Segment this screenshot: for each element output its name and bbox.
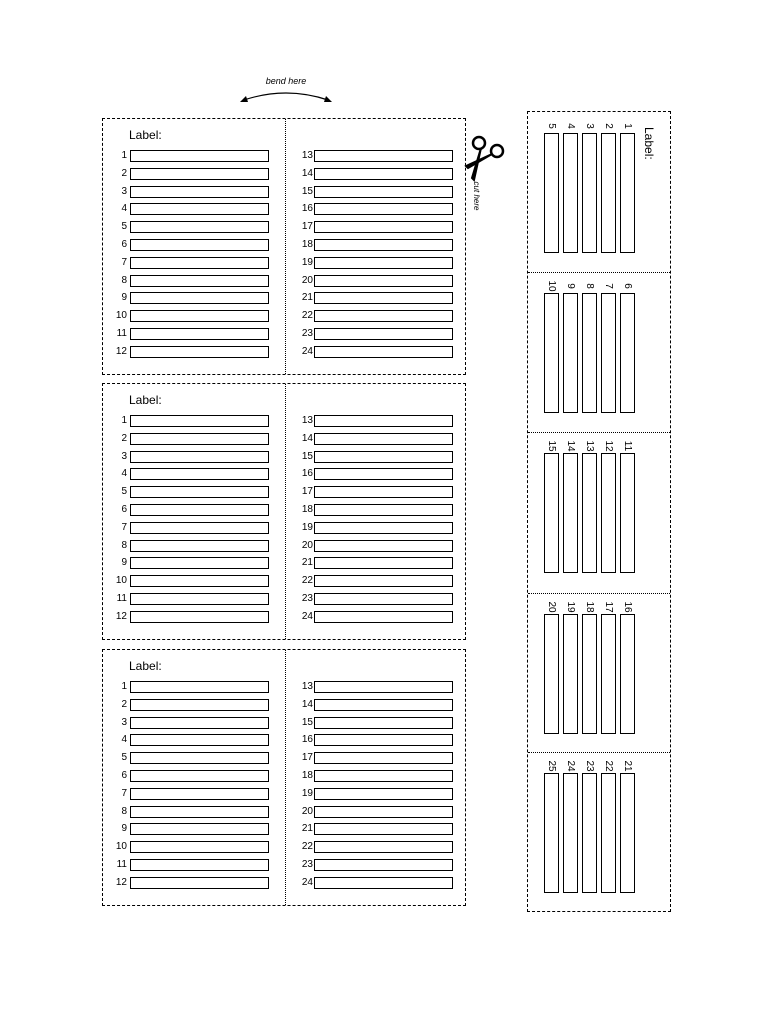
question-number: 20 xyxy=(301,539,313,551)
question-number: 21 xyxy=(301,557,313,569)
answer-row xyxy=(103,859,283,871)
answer-row xyxy=(287,841,467,853)
answer-box[interactable] xyxy=(314,257,453,269)
answer-row xyxy=(103,310,283,322)
strip-answer-slot[interactable] xyxy=(563,773,578,893)
answer-row xyxy=(287,522,467,534)
strip-number: 16 xyxy=(622,601,633,613)
answer-box[interactable] xyxy=(130,681,269,693)
answer-row xyxy=(103,415,283,427)
answer-box[interactable] xyxy=(314,734,453,746)
answer-row xyxy=(287,468,467,480)
answer-box[interactable] xyxy=(314,346,453,358)
answer-row xyxy=(103,823,283,835)
answer-row xyxy=(103,806,283,818)
answer-row xyxy=(103,468,283,480)
answer-row xyxy=(103,186,283,198)
answer-row xyxy=(287,221,467,233)
question-number: 1 xyxy=(121,415,127,426)
question-number: 6 xyxy=(121,770,127,781)
question-number: 5 xyxy=(121,221,127,233)
strip-number: 4 xyxy=(565,123,576,129)
answer-box[interactable] xyxy=(130,221,269,233)
answer-row xyxy=(103,540,283,552)
answer-box[interactable] xyxy=(130,859,269,871)
answer-box[interactable] xyxy=(314,540,453,552)
answer-row xyxy=(287,575,467,587)
strip-answer-slot[interactable] xyxy=(563,133,578,253)
question-number: 16 xyxy=(301,203,313,215)
answer-row xyxy=(103,841,283,853)
question-number: 2 xyxy=(121,167,127,179)
strip-answer-slot[interactable] xyxy=(620,453,635,573)
answer-box[interactable] xyxy=(314,328,453,340)
question-number: 19 xyxy=(301,256,313,268)
question-number: 17 xyxy=(301,486,313,498)
strip-answer-slot[interactable] xyxy=(563,453,578,573)
strip-answer-slot[interactable] xyxy=(601,614,616,734)
question-number: 1 xyxy=(121,681,127,692)
strip-number: 6 xyxy=(622,283,633,289)
strip-number: 5 xyxy=(546,123,557,129)
question-number: 5 xyxy=(121,752,127,764)
answer-row xyxy=(103,150,283,162)
strip-divider xyxy=(528,752,670,753)
answer-row xyxy=(287,186,467,198)
answer-box[interactable] xyxy=(314,611,453,623)
question-number: 21 xyxy=(301,823,313,835)
answer-row xyxy=(287,611,467,623)
answer-box[interactable] xyxy=(314,168,453,180)
answer-box[interactable] xyxy=(130,522,269,534)
answer-box[interactable] xyxy=(314,239,453,251)
answer-box[interactable] xyxy=(314,522,453,534)
answer-box[interactable] xyxy=(130,699,269,711)
answer-row xyxy=(103,328,283,340)
answer-row xyxy=(287,203,467,215)
strip-number: 12 xyxy=(603,440,614,452)
fold-line xyxy=(285,384,286,639)
question-number: 23 xyxy=(301,328,313,339)
question-number: 13 xyxy=(301,150,313,161)
question-number: 10 xyxy=(115,310,127,322)
answer-row xyxy=(287,433,467,445)
question-number: 9 xyxy=(121,557,127,569)
answer-box[interactable] xyxy=(314,451,453,463)
question-number: 12 xyxy=(115,345,127,357)
question-number: 14 xyxy=(301,698,313,710)
answer-row xyxy=(287,292,467,304)
question-number: 1 xyxy=(121,150,127,161)
strip-divider xyxy=(528,272,670,273)
strip-answer-slot[interactable] xyxy=(620,293,635,413)
question-number: 14 xyxy=(301,167,313,179)
strip-answer-slot[interactable] xyxy=(582,453,597,573)
answer-card xyxy=(102,649,466,906)
answer-row xyxy=(287,770,467,782)
strip-number: 7 xyxy=(603,283,614,289)
question-number: 18 xyxy=(301,504,313,515)
answer-box[interactable] xyxy=(130,788,269,800)
question-number: 2 xyxy=(121,698,127,710)
question-number: 21 xyxy=(301,292,313,304)
answer-box[interactable] xyxy=(314,752,453,764)
answer-row xyxy=(287,752,467,764)
answer-row xyxy=(103,451,283,463)
answer-box[interactable] xyxy=(314,575,453,587)
question-number: 13 xyxy=(301,681,313,692)
answer-box[interactable] xyxy=(314,275,453,287)
question-number: 3 xyxy=(121,450,127,462)
question-number: 16 xyxy=(301,734,313,746)
strip-answer-slot[interactable] xyxy=(582,773,597,893)
answer-box[interactable] xyxy=(314,557,453,569)
question-number: 24 xyxy=(301,876,313,888)
question-number: 19 xyxy=(301,521,313,533)
answer-row xyxy=(287,699,467,711)
question-number: 6 xyxy=(121,239,127,250)
answer-box[interactable] xyxy=(130,806,269,818)
question-number: 19 xyxy=(301,787,313,799)
answer-box[interactable] xyxy=(314,806,453,818)
answer-row xyxy=(287,346,467,358)
question-number: 10 xyxy=(115,575,127,587)
answer-row xyxy=(287,859,467,871)
strip-answer-slot[interactable] xyxy=(601,453,616,573)
question-number: 7 xyxy=(121,256,127,268)
answer-row xyxy=(287,540,467,552)
double-arrow-icon xyxy=(236,86,336,108)
answer-box[interactable] xyxy=(130,752,269,764)
answer-row xyxy=(103,221,283,233)
answer-box[interactable] xyxy=(130,468,269,480)
answer-box[interactable] xyxy=(314,203,453,215)
answer-box[interactable] xyxy=(130,734,269,746)
answer-row xyxy=(287,328,467,340)
answer-row xyxy=(287,681,467,693)
scissors-icon xyxy=(462,134,508,184)
strip-answer-slot[interactable] xyxy=(544,773,559,893)
question-number: 11 xyxy=(116,859,127,870)
question-number: 11 xyxy=(116,328,127,339)
strip-answer-slot[interactable] xyxy=(563,614,578,734)
strip-number: 9 xyxy=(565,283,576,289)
answer-row xyxy=(287,734,467,746)
answer-row xyxy=(287,168,467,180)
answer-card xyxy=(102,118,466,375)
strip-answer-slot[interactable] xyxy=(601,293,616,413)
answer-row xyxy=(103,770,283,782)
question-number: 12 xyxy=(115,876,127,888)
answer-row xyxy=(103,275,283,287)
question-number: 2 xyxy=(121,432,127,444)
strip-number: 24 xyxy=(565,760,576,772)
answer-box[interactable] xyxy=(314,150,453,162)
answer-box[interactable] xyxy=(314,186,453,198)
answer-box[interactable] xyxy=(314,504,453,516)
question-number: 9 xyxy=(121,292,127,304)
question-number: 17 xyxy=(301,221,313,233)
answer-box[interactable] xyxy=(314,415,453,427)
fold-line xyxy=(285,119,286,374)
bend-here-text: bend here xyxy=(265,76,307,86)
question-number: 4 xyxy=(121,734,127,746)
bend-here-indicator xyxy=(236,76,336,108)
answer-box[interactable] xyxy=(314,593,453,605)
strip-answer-slot[interactable] xyxy=(582,614,597,734)
question-number: 18 xyxy=(301,770,313,781)
strip-divider xyxy=(528,593,670,594)
answer-box[interactable] xyxy=(314,310,453,322)
answer-row xyxy=(103,575,283,587)
answer-row xyxy=(103,292,283,304)
answer-row xyxy=(103,593,283,605)
answer-box[interactable] xyxy=(130,310,269,322)
answer-box[interactable] xyxy=(314,433,453,445)
fold-line xyxy=(285,650,286,905)
answer-box[interactable] xyxy=(130,540,269,552)
answer-box[interactable] xyxy=(130,451,269,463)
answer-box[interactable] xyxy=(314,859,453,871)
strip-number: 11 xyxy=(622,440,633,452)
answer-box[interactable] xyxy=(130,770,269,782)
question-number: 10 xyxy=(115,841,127,853)
answer-box[interactable] xyxy=(130,823,269,835)
answer-row xyxy=(287,150,467,162)
answer-row xyxy=(287,877,467,889)
strip-number: 19 xyxy=(565,601,576,613)
answer-row xyxy=(287,593,467,605)
answer-row xyxy=(103,788,283,800)
answer-row xyxy=(287,717,467,729)
answer-row xyxy=(287,415,467,427)
question-number: 17 xyxy=(301,752,313,764)
answer-card xyxy=(102,383,466,640)
strip-answer-slot[interactable] xyxy=(582,133,597,253)
answer-row xyxy=(287,275,467,287)
strip-number: 14 xyxy=(565,440,576,452)
answer-row xyxy=(287,257,467,269)
answer-box[interactable] xyxy=(314,717,453,729)
question-number: 3 xyxy=(121,185,127,197)
answer-row xyxy=(103,486,283,498)
strip-number: 22 xyxy=(603,760,614,772)
answer-row xyxy=(103,257,283,269)
answer-row xyxy=(287,504,467,516)
question-number: 4 xyxy=(121,203,127,215)
answer-box[interactable] xyxy=(314,841,453,853)
strip-answer-slot[interactable] xyxy=(582,293,597,413)
answer-box[interactable] xyxy=(130,292,269,304)
answer-row xyxy=(103,239,283,251)
answer-box[interactable] xyxy=(130,415,269,427)
strip-answer-slot[interactable] xyxy=(544,453,559,573)
answer-box[interactable] xyxy=(314,770,453,782)
answer-box[interactable] xyxy=(130,504,269,516)
answer-row xyxy=(103,504,283,516)
answer-row xyxy=(103,752,283,764)
answer-box[interactable] xyxy=(130,346,269,358)
strip-number: 15 xyxy=(546,440,557,452)
strip-number: 17 xyxy=(603,601,614,613)
question-number: 5 xyxy=(121,486,127,498)
answer-box[interactable] xyxy=(314,877,453,889)
answer-row xyxy=(103,522,283,534)
answer-box[interactable] xyxy=(130,328,269,340)
strip-answer-slot[interactable] xyxy=(620,614,635,734)
strip-number: 1 xyxy=(622,123,633,129)
question-number: 8 xyxy=(121,274,127,286)
question-number: 20 xyxy=(301,805,313,817)
answer-box[interactable] xyxy=(130,203,269,215)
question-number: 18 xyxy=(301,239,313,250)
question-number: 22 xyxy=(301,841,313,853)
answer-row xyxy=(287,451,467,463)
strip-number: 25 xyxy=(546,760,557,772)
cut-here-text: cut here xyxy=(472,181,481,211)
strip-label: Label: xyxy=(642,127,656,160)
answer-box[interactable] xyxy=(130,186,269,198)
answer-box[interactable] xyxy=(314,681,453,693)
question-number: 22 xyxy=(301,575,313,587)
question-number: 6 xyxy=(121,504,127,515)
answer-box[interactable] xyxy=(130,611,269,623)
answer-row xyxy=(103,168,283,180)
question-number: 4 xyxy=(121,468,127,480)
question-number: 20 xyxy=(301,274,313,286)
question-number: 14 xyxy=(301,432,313,444)
answer-box[interactable] xyxy=(130,593,269,605)
answer-box[interactable] xyxy=(314,699,453,711)
strip-number: 10 xyxy=(546,280,557,292)
question-number: 13 xyxy=(301,415,313,426)
answer-box[interactable] xyxy=(130,239,269,251)
answer-box[interactable] xyxy=(314,468,453,480)
answer-box[interactable] xyxy=(130,717,269,729)
card-label: Label: xyxy=(129,393,162,407)
answer-box[interactable] xyxy=(130,168,269,180)
answer-box[interactable] xyxy=(130,257,269,269)
question-number: 15 xyxy=(301,450,313,462)
answer-row xyxy=(103,734,283,746)
question-number: 22 xyxy=(301,310,313,322)
card-label: Label: xyxy=(129,128,162,142)
strip-number: 18 xyxy=(584,601,595,613)
answer-box[interactable] xyxy=(314,292,453,304)
strip-divider xyxy=(528,432,670,433)
strip-number: 13 xyxy=(584,440,595,452)
strip-number: 23 xyxy=(584,760,595,772)
answer-row xyxy=(287,239,467,251)
answer-row xyxy=(287,557,467,569)
answer-box[interactable] xyxy=(314,823,453,835)
question-number: 9 xyxy=(121,823,127,835)
answer-box[interactable] xyxy=(130,575,269,587)
answer-box[interactable] xyxy=(314,221,453,233)
question-number: 11 xyxy=(116,593,127,604)
strip-number: 21 xyxy=(622,760,633,772)
answer-row xyxy=(103,699,283,711)
answer-row xyxy=(287,486,467,498)
answer-box[interactable] xyxy=(130,486,269,498)
strip-answer-slot[interactable] xyxy=(620,773,635,893)
question-number: 8 xyxy=(121,539,127,551)
answer-row xyxy=(103,557,283,569)
strip-answer-slot[interactable] xyxy=(620,133,635,253)
answer-row xyxy=(103,717,283,729)
answer-row xyxy=(103,346,283,358)
answer-box[interactable] xyxy=(314,788,453,800)
answer-box[interactable] xyxy=(130,150,269,162)
question-number: 7 xyxy=(121,787,127,799)
strip-answer-slot[interactable] xyxy=(601,773,616,893)
strip-number: 3 xyxy=(584,123,595,129)
question-number: 24 xyxy=(301,345,313,357)
question-number: 15 xyxy=(301,185,313,197)
question-number: 3 xyxy=(121,716,127,728)
card-label: Label: xyxy=(129,659,162,673)
strip-answer-slot[interactable] xyxy=(563,293,578,413)
answer-row xyxy=(103,433,283,445)
question-number: 12 xyxy=(115,610,127,622)
question-number: 16 xyxy=(301,468,313,480)
answer-row xyxy=(103,681,283,693)
strip-number: 20 xyxy=(546,601,557,613)
answer-box[interactable] xyxy=(130,557,269,569)
question-number: 24 xyxy=(301,610,313,622)
question-number: 23 xyxy=(301,859,313,870)
answer-row xyxy=(287,788,467,800)
answer-row xyxy=(103,877,283,889)
answer-row xyxy=(103,611,283,623)
question-number: 15 xyxy=(301,716,313,728)
strip-answer-slot[interactable] xyxy=(601,133,616,253)
strip-number: 8 xyxy=(584,283,595,289)
question-number: 7 xyxy=(121,521,127,533)
strip-number: 2 xyxy=(603,123,614,129)
strip-answer-slot[interactable] xyxy=(544,293,559,413)
answer-box[interactable] xyxy=(130,433,269,445)
answer-box[interactable] xyxy=(130,275,269,287)
strip-answer-slot[interactable] xyxy=(544,614,559,734)
answer-row xyxy=(103,203,283,215)
answer-box[interactable] xyxy=(314,486,453,498)
question-number: 23 xyxy=(301,593,313,604)
question-number: 8 xyxy=(121,805,127,817)
answer-row xyxy=(287,310,467,322)
answer-box[interactable] xyxy=(130,877,269,889)
answer-row xyxy=(287,823,467,835)
answer-row xyxy=(287,806,467,818)
strip-answer-slot[interactable] xyxy=(544,133,559,253)
answer-box[interactable] xyxy=(130,841,269,853)
